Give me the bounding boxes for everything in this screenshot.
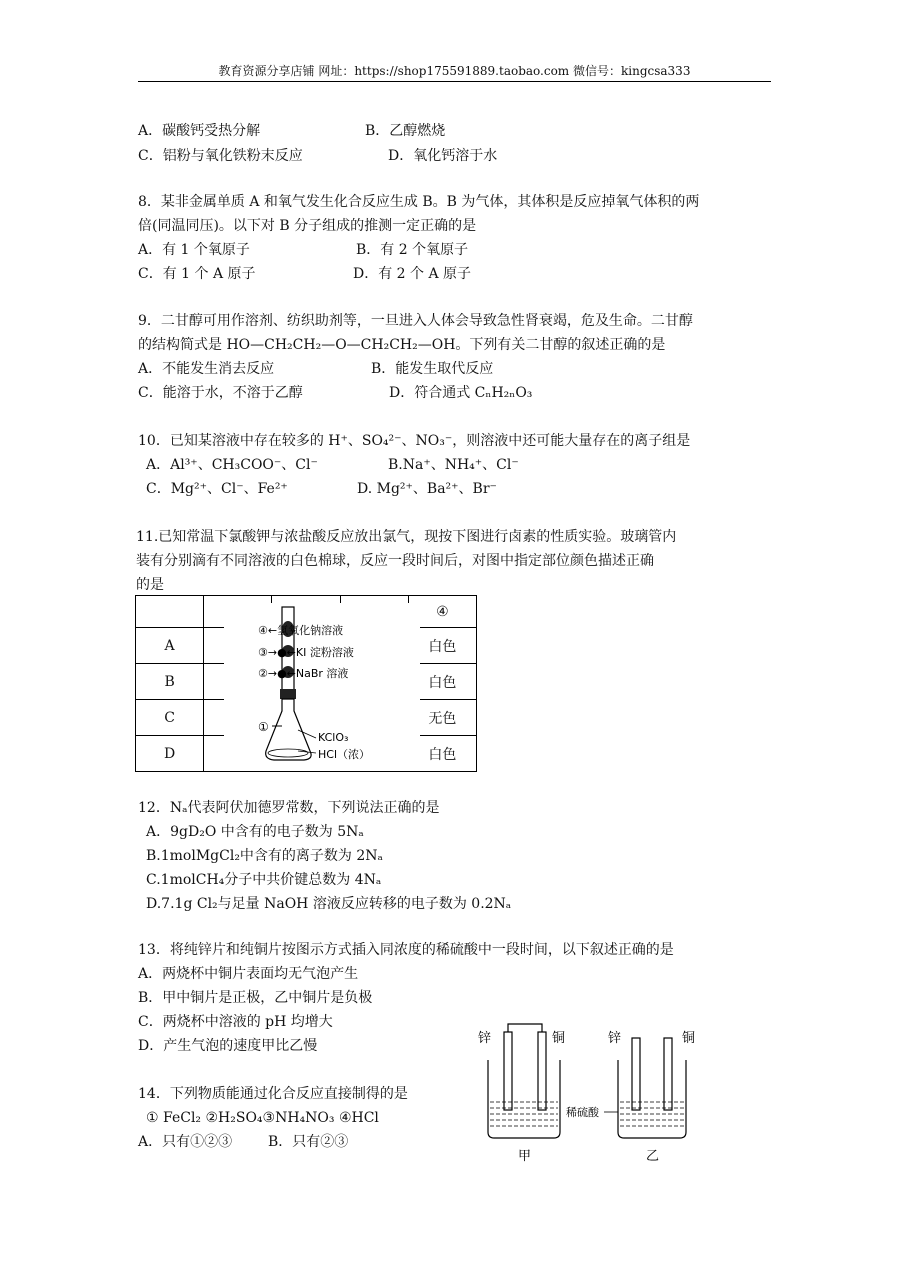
table-cell: 白色	[408, 736, 476, 772]
q12-option-d: D.7.1g Cl₂与足量 NaOH 溶液反应转移的电子数为 0.2Nₐ	[146, 896, 512, 912]
q7-option-a: A．碳酸钙受热分解	[138, 123, 261, 139]
q13-stem: 13．将纯锌片和纯铜片按图示方式插入同浓度的稀硫酸中一段时间，以下叙述正确的是	[138, 942, 674, 958]
q10-option-a: A．Al³⁺、CH₃COO⁻、Cl⁻	[146, 457, 318, 473]
q7-option-d: D．氧化钙溶于水	[388, 148, 498, 164]
acid-label: 稀硫酸	[566, 1106, 599, 1119]
q9-stem-line2: 的结构简式是 HO—CH₂CH₂—O—CH₂CH₂—OH。下列有关二甘醇的叙述正确的是	[138, 337, 666, 353]
q14-stem: 14．下列物质能通过化合反应直接制得的是	[138, 1086, 408, 1102]
q7-option-b: B．乙醇燃烧	[365, 123, 446, 139]
page-header: 教育资源分享店铺 网址：https://shop175591889.taobao.com 微信号：kingcsa333	[218, 64, 691, 78]
q8-option-c: C．有 1 个 A 原子	[138, 266, 256, 282]
q12-option-b: B.1molMgCl₂中含有的离子数为 2Nₐ	[146, 848, 383, 864]
label-2: ②→●←NaBr 溶液	[258, 667, 349, 680]
q9-option-b: B．能发生取代反应	[371, 361, 494, 377]
galvanic-cell-figure	[468, 1020, 728, 1170]
q9-option-c: C．能溶于水，不溶于乙醇	[138, 385, 303, 401]
zn-label-yi: 锌	[608, 1031, 622, 1046]
row-label: C	[136, 700, 204, 736]
q14-items: ① FeCl₂ ②H₂SO₄③NH₄NO₃ ④HCl	[146, 1110, 379, 1126]
q14-option-a: A．只有①②③	[138, 1134, 233, 1150]
q10-option-d: D. Mg²⁺、Ba²⁺、Br⁻	[357, 481, 497, 497]
q11-stem-line1: 11.已知常温下氯酸钾与浓盐酸反应放出氯气，现按下图进行卤素的性质实验。玻璃管内	[136, 529, 677, 545]
header-divider	[138, 81, 771, 82]
beaker-label-yi: 乙	[646, 1149, 660, 1164]
q8-stem-line1: 8．某非金属单质 A 和氧气发生化合反应生成 B。B 为气体，其体积是反应掉氧气体积的两	[138, 194, 700, 210]
table-cell: 白色	[408, 628, 476, 664]
q8-option-d: D．有 2 个 A 原子	[353, 266, 472, 282]
table-header-cell: ④	[408, 596, 476, 628]
halogen-apparatus-figure	[224, 603, 420, 771]
label-hcl: HCl（浓）	[318, 748, 371, 761]
q10-option-c: C．Mg²⁺、Cl⁻、Fe²⁺	[146, 481, 288, 497]
row-label: B	[136, 664, 204, 700]
q11-stem-line2: 装有分别滴有不同溶液的白色棉球，反应一段时间后，对图中指定部位颜色描述正确	[136, 553, 654, 569]
q9-option-d: D．符合通式 CₙH₂ₙO₃	[389, 385, 533, 401]
q8-option-b: B．有 2 个氧原子	[356, 242, 469, 258]
q13-option-b: B．甲中铜片是正极，乙中铜片是负极	[138, 990, 373, 1006]
q9-option-a: A．不能发生消去反应	[138, 361, 275, 377]
table-cell: 白色	[408, 664, 476, 700]
q13-option-a: A．两烧杯中铜片表面均无气泡产生	[138, 966, 359, 982]
row-label: A	[136, 628, 204, 664]
table-cell: 无色	[408, 700, 476, 736]
beaker-label-jia: 甲	[518, 1149, 532, 1164]
label-kclo3: KClO₃	[318, 731, 349, 744]
apparatus-drawing	[224, 603, 420, 771]
q9-stem-line1: 9．二甘醇可用作溶剂、纺织助剂等，一旦进入人体会导致急性肾衰竭，危及生命。二甘醇	[138, 313, 693, 329]
q13-option-d: D．产生气泡的速度甲比乙慢	[138, 1038, 318, 1054]
q12-option-c: C.1molCH₄分子中共价键总数为 4Nₐ	[146, 872, 382, 888]
zn-label-jia: 锌	[478, 1031, 492, 1046]
q14-option-b: B．只有②③	[268, 1134, 349, 1150]
label-4: ④←氢氧化钠溶液	[258, 624, 344, 637]
q8-stem-line2: 倍(同温同压)。以下对 B 分子组成的推测一定正确的是	[138, 218, 477, 234]
q12-option-a: A．9gD₂O 中含有的电子数为 5Nₐ	[146, 824, 364, 840]
cu-label-yi: 铜	[682, 1031, 696, 1046]
q11-stem-line3: 的是	[136, 577, 164, 593]
q10-option-b: B.Na⁺、NH₄⁺、Cl⁻	[388, 457, 519, 473]
q8-option-a: A．有 1 个氧原子	[138, 242, 250, 258]
label-3: ③→●←KI 淀粉溶液	[258, 646, 354, 659]
row-label: D	[136, 736, 204, 772]
beakers-drawing	[468, 1020, 728, 1170]
cu-label-jia: 铜	[552, 1031, 566, 1046]
q10-stem: 10．已知某溶液中存在较多的 H⁺、SO₄²⁻、NO₃⁻，则溶液中还可能大量存在的离子组是	[138, 433, 691, 449]
q13-option-c: C．两烧杯中溶液的 pH 均增大	[138, 1014, 333, 1030]
q7-option-c: C．铝粉与氧化铁粉末反应	[138, 148, 303, 164]
table-header-cell	[136, 596, 204, 628]
q12-stem: 12．Nₐ代表阿伏加德罗常数，下列说法正确的是	[138, 800, 440, 816]
label-1: ①	[258, 720, 269, 734]
